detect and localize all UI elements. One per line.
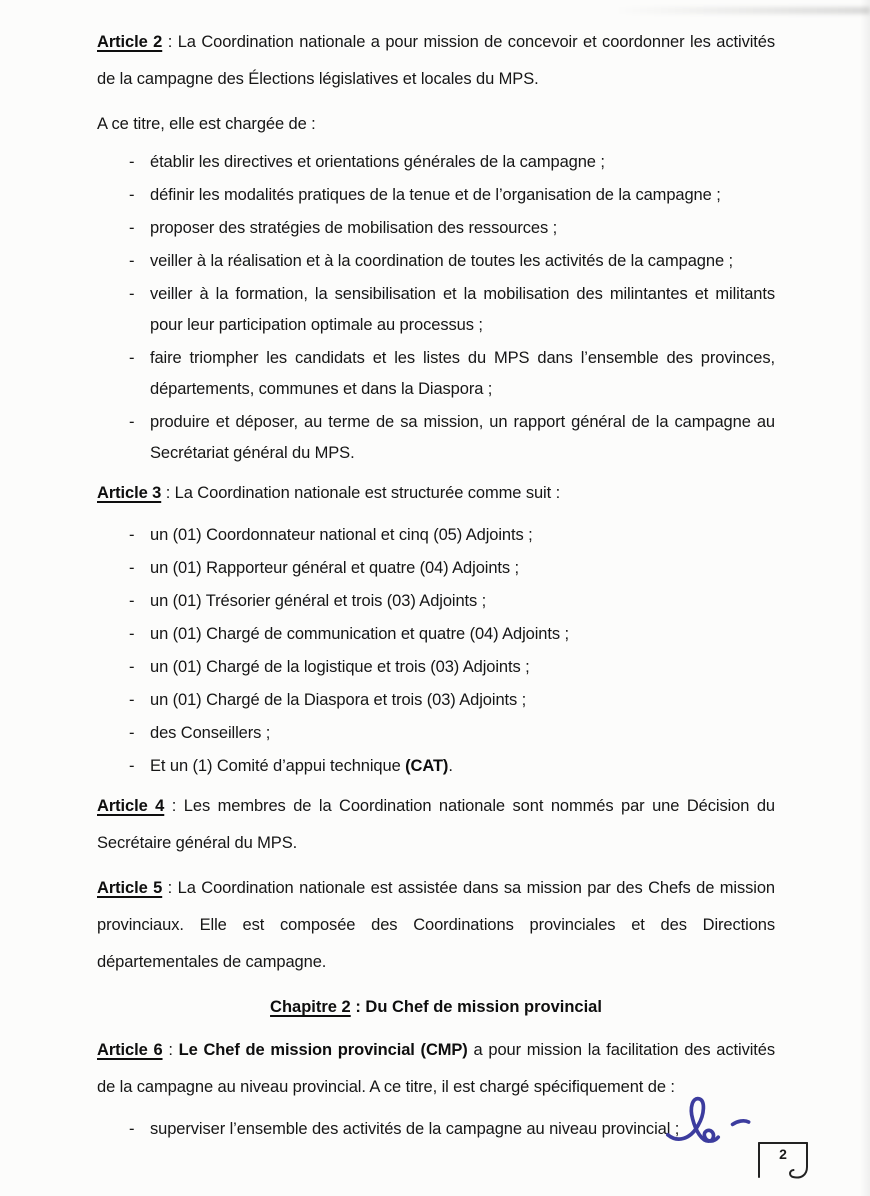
article-4-paragraph (97, 788, 775, 862)
list-item: - un (01) Chargé de la logistique et trois (03) Adjoints ; (127, 652, 775, 683)
list-item: - proposer des stratégies de mobilisation des ressources ; (127, 213, 775, 244)
list-item: - un (01) Rapporteur général et quatre (04) Adjoints ; (127, 553, 775, 584)
article-5-paragraph (97, 870, 775, 981)
article-6-body: a pour mission la facilitation des activités de la campagne au niveau provincial. A ce titre, il est chargé spécifiquement de : (97, 1041, 776, 1096)
list-item: - définir les modalités pratiques de la tenue et de l’organisation de la campagne ; (127, 180, 775, 211)
list-item: - un (01) Coordonnateur national et cinq (05) Adjoints ; (127, 520, 775, 551)
list-item: - établir les directives et orientations générales de la campagne ; (127, 147, 775, 178)
list-item (127, 751, 775, 782)
page-number-box (756, 1140, 810, 1180)
article-3-label: Article 3 (97, 484, 162, 502)
scan-artifact-smudge (615, 7, 870, 14)
list-item: - veiller à la réalisation et à la coordination de toutes les activités de la campagne ; (127, 246, 775, 277)
chapter-2-heading (97, 989, 775, 1026)
article-6-sep: : (162, 1041, 179, 1059)
article-4-body: : Les membres de la Coordination nationale sont nommés par une Décision du Secrétaire général du MPS. (97, 797, 776, 852)
article-6-paragraph (97, 1032, 775, 1106)
article-2-intro: A ce titre, elle est chargée de : (97, 115, 316, 133)
article-2-label: Article 2 (97, 33, 163, 51)
article-3-structure-list (97, 520, 775, 782)
article-6-duties-list (97, 1114, 775, 1145)
article-6-label: Article 6 (97, 1041, 163, 1059)
article-2-duties-list (97, 147, 775, 469)
article-2-paragraph (97, 24, 775, 98)
scan-edge-shade (860, 0, 870, 1196)
article-6-bold: Le Chef de mission provincial (CMP) (178, 1041, 468, 1059)
cat-acronym: (CAT) (405, 757, 449, 775)
list-item: - veiller à la formation, la sensibilisation et la mobilisation des milintantes et militants pour leur participation optimale au processus ; (127, 279, 775, 341)
list-item: - superviser l’ensemble des activités de la campagne au niveau provincial ; (127, 1114, 775, 1145)
list-item: - produire et déposer, au terme de sa mission, un rapport général de la campagne au Secrétariat général du MPS. (127, 407, 775, 469)
list-item: - faire triompher les candidats et les listes du MPS dans l’ensemble des provinces, départements, communes et dans la Diaspora ; (127, 343, 775, 405)
list-item: - un (01) Chargé de communication et quatre (04) Adjoints ; (127, 619, 775, 650)
article-2-body: : La Coordination nationale a pour mission de concevoir et coordonner les activités de la campagne des Élections législatives et locales du MPS. (97, 33, 776, 88)
chapter-2-label: Chapitre 2 (270, 998, 351, 1016)
list-item: - des Conseillers ; (127, 718, 775, 749)
article-3-body: : La Coordination nationale est structurée comme suit : (161, 484, 561, 502)
article-5-label: Article 5 (97, 879, 163, 897)
page-number: 2 (779, 1146, 787, 1162)
list-item: - un (01) Trésorier général et trois (03) Adjoints ; (127, 586, 775, 617)
article-4-label: Article 4 (97, 797, 165, 815)
article-5-body: : La Coordination nationale est assistée dans sa mission par des Chefs de mission provinciaux. Elle est composée des Coordinations provinciales et des Directions départementales de campagne. (97, 879, 775, 971)
list-item-tail: . (448, 757, 453, 775)
chapter-2-title: : Du Chef de mission provincial (350, 998, 602, 1016)
list-item-text: Et un (1) Comité d’appui technique (150, 757, 406, 775)
article-3-paragraph (97, 475, 775, 512)
list-item: - un (01) Chargé de la Diaspora et trois (03) Adjoints ; (127, 685, 775, 716)
